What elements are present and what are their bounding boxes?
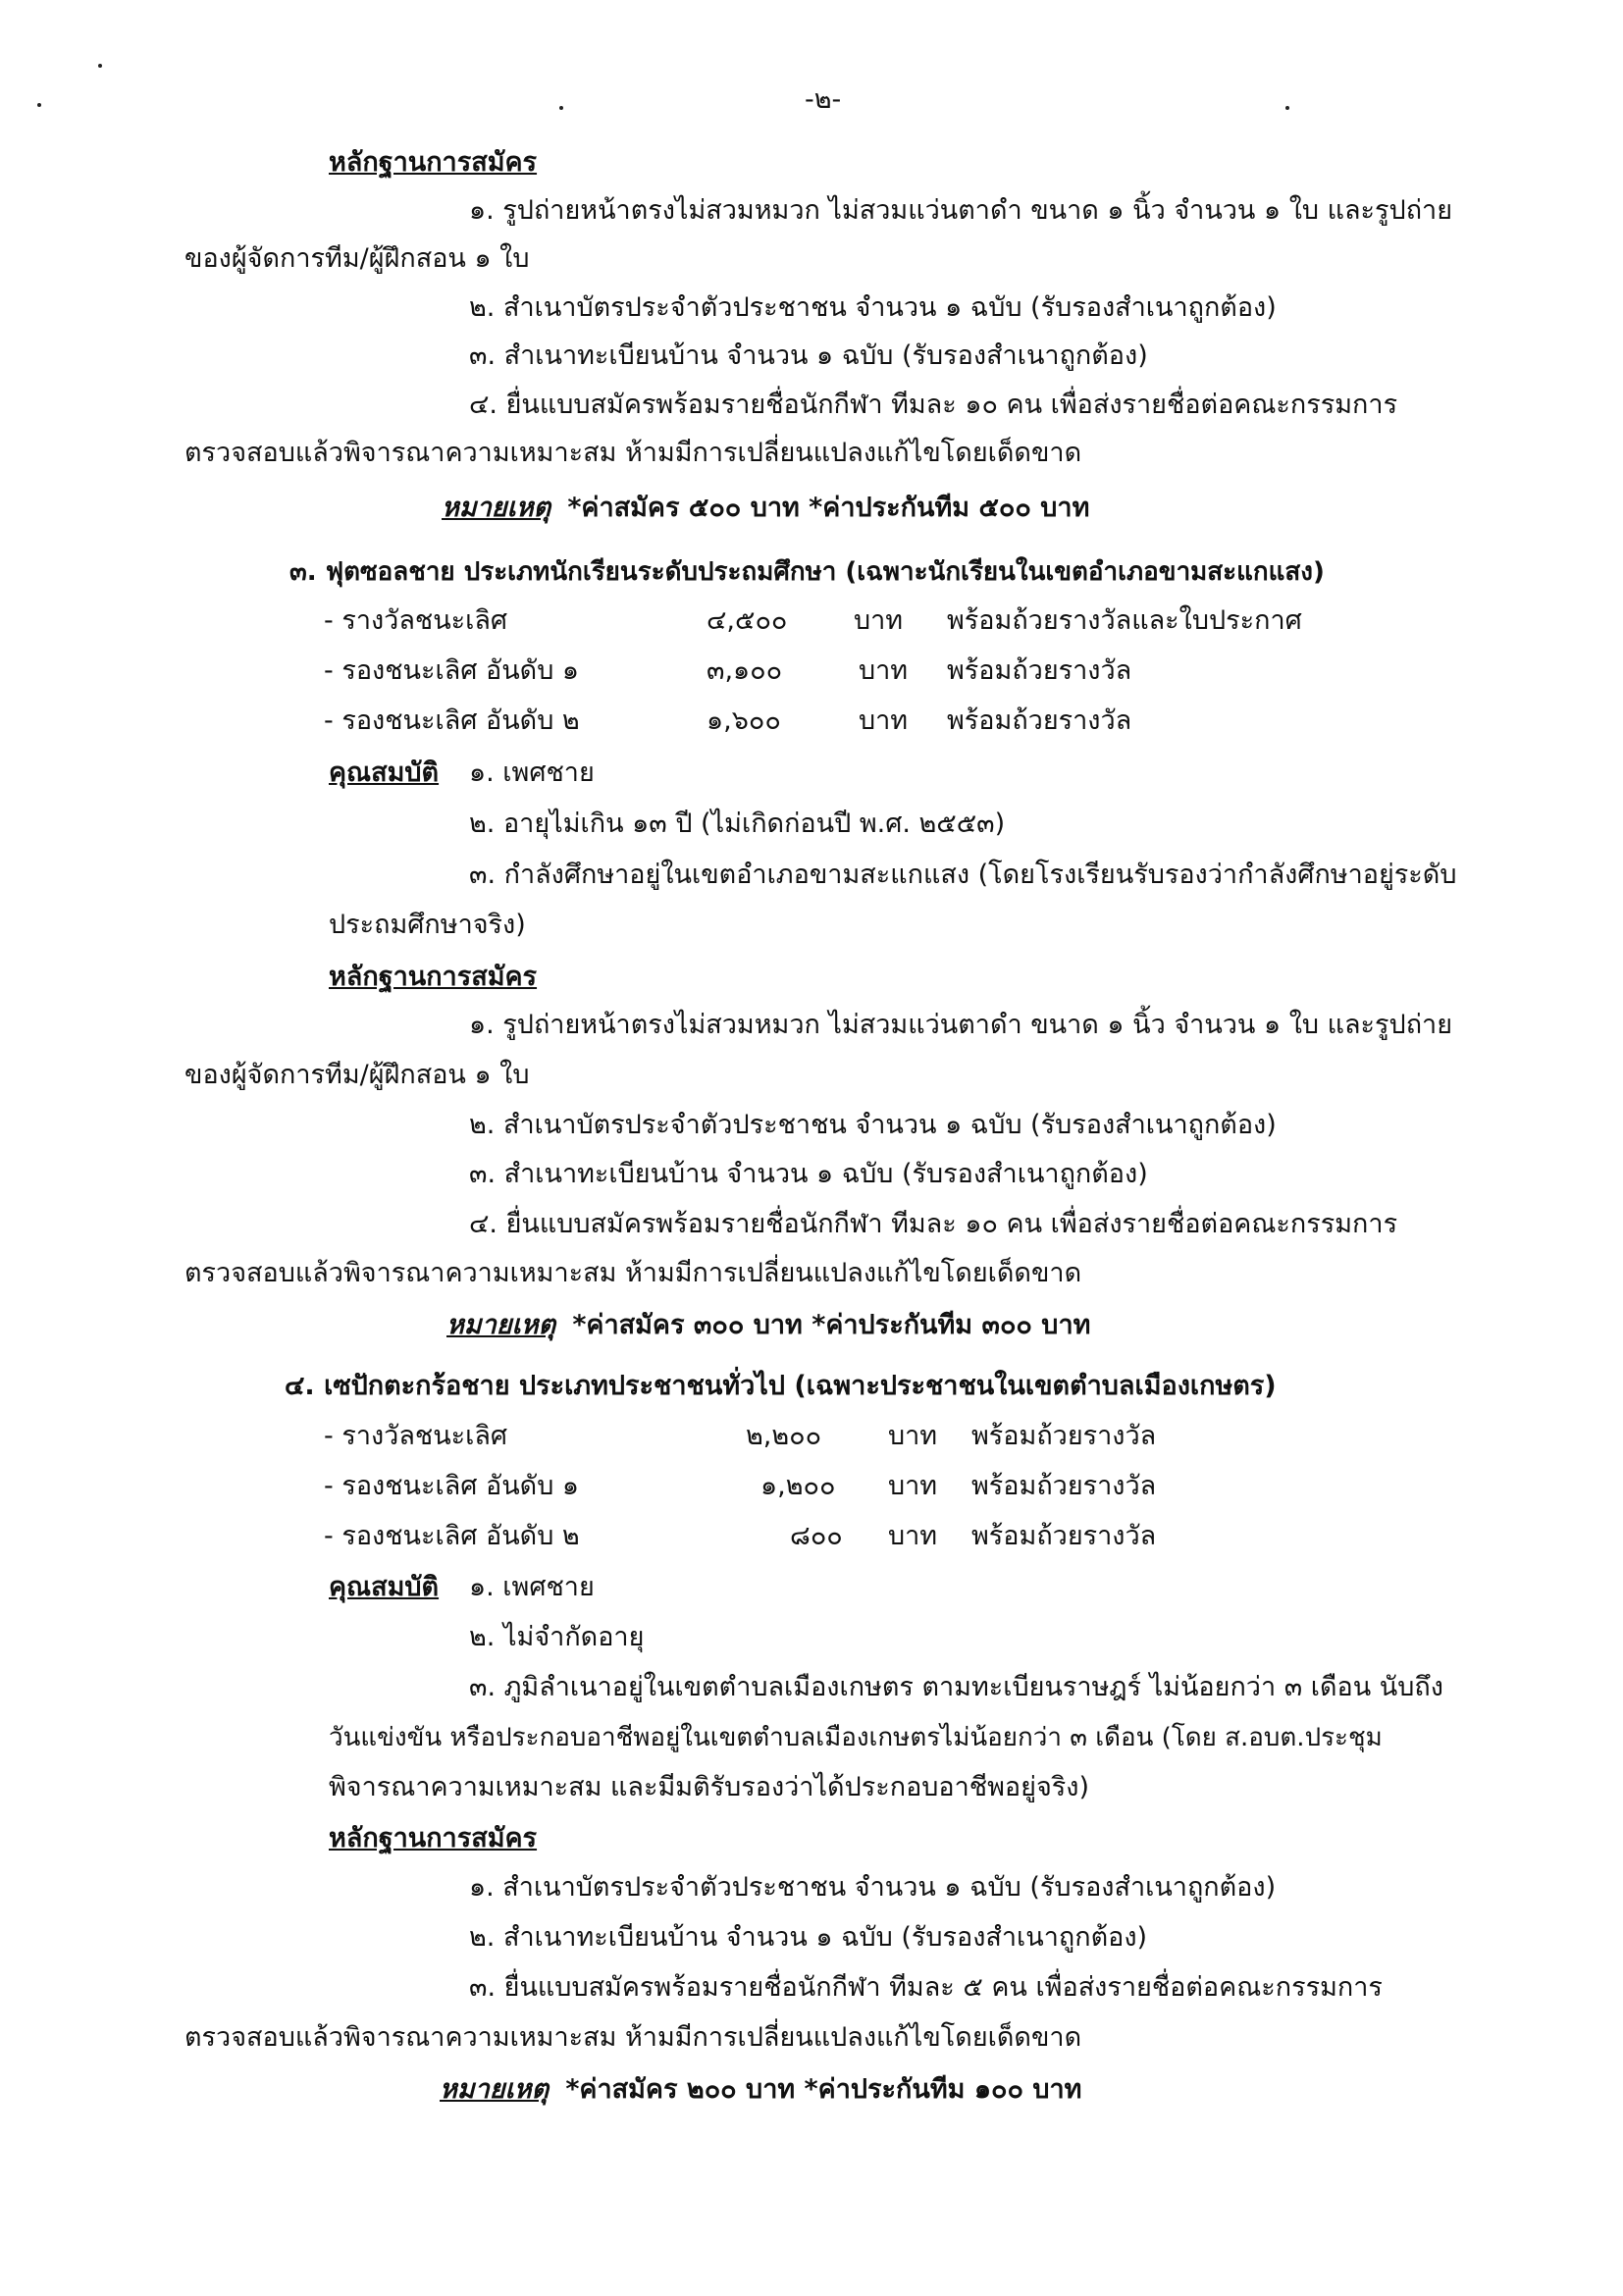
prize-unit: บาท: [888, 1421, 938, 1451]
qualification-item-continued: ประถมศึกษาจริง): [329, 910, 526, 940]
prize-amount: ๔,๕๐๐: [707, 605, 788, 636]
section-title: ๔. เซปักตะกร้อชาย ประเภทประชาชนทั่วไป (เฉพาะประชาชนในเขตตำบลเมืองเกษตร): [285, 1371, 1277, 1401]
qualification-item: ๓. ภูมิลำเนาอยู่ในเขตตำบลเมืองเกษตร ตามทะเบียนราษฎร์ ไม่น้อยกว่า ๓ เดือน นับถึง: [469, 1672, 1443, 1702]
evidence-item: ๒. สำเนาบัตรประจำตัวประชาชน จำนวน ๑ ฉบับ (รับรองสำเนาถูกต้อง): [469, 1110, 1277, 1140]
evidence-item: ๓. สำเนาทะเบียนบ้าน จำนวน ๑ ฉบับ (รับรองสำเนาถูกต้อง): [469, 340, 1148, 371]
prize-unit: บาท: [859, 655, 909, 686]
qualification-item: ๒. อายุไม่เกิน ๑๓ ปี (ไม่เกิดก่อนปี พ.ศ. ๒๕๕๓): [469, 809, 1006, 839]
prize-unit: บาท: [859, 705, 909, 736]
note-label: หมายเหตุ: [440, 2074, 550, 2105]
prize-name: - รองชนะเลิศ อันดับ ๒: [324, 1521, 580, 1551]
prize-name: - รองชนะเลิศ อันดับ ๑: [324, 655, 580, 686]
scan-speck: [37, 103, 41, 107]
qualification-item: ๒. ไม่จำกัดอายุ: [469, 1622, 645, 1652]
prize-desc: พร้อมถ้วยรางวัล: [971, 1421, 1157, 1451]
evidence-item-continued: ของผู้จัดการทีม/ผู้ฝึกสอน ๑ ใบ: [184, 243, 530, 274]
evidence-item: ๑. รูปถ่ายหน้าตรงไม่สวมหมวก ไม่สวมแว่นตาดำ ขนาด ๑ นิ้ว จำนวน ๑ ใบ และรูปถ่าย: [469, 1010, 1453, 1040]
prize-amount: ๑,๖๐๐: [707, 705, 781, 736]
fee-note: [440, 2072, 1081, 2108]
evidence-item: ๓. ยื่นแบบสมัครพร้อมรายชื่อนักกีฬา ทีมละ ๕ คน เพื่อส่งรายชื่อต่อคณะกรรมการ: [469, 1972, 1383, 2003]
qualification-item: ๑. เพศชาย: [469, 757, 595, 788]
prize-desc: พร้อมถ้วยรางวัล: [947, 705, 1132, 736]
prize-unit: บาท: [888, 1471, 938, 1501]
note-label: หมายเหตุ: [446, 1310, 556, 1340]
evidence-item-continued: ของผู้จัดการทีม/ผู้ฝึกสอน ๑ ใบ: [184, 1060, 530, 1090]
prize-desc: พร้อมถ้วยรางวัล: [971, 1471, 1157, 1501]
prize-amount: ๒,๒๐๐: [746, 1421, 822, 1451]
evidence-item-continued: ตรวจสอบแล้วพิจารณาความเหมาะสม ห้ามมีการเปลี่ยนแปลงแก้ไขโดยเด็ดขาด: [184, 1258, 1082, 1288]
qualification-heading: คุณสมบัติ: [329, 757, 440, 788]
evidence-item: ๓. สำเนาทะเบียนบ้าน จำนวน ๑ ฉบับ (รับรองสำเนาถูกต้อง): [469, 1159, 1148, 1189]
prize-amount: ๓,๑๐๐: [707, 655, 783, 686]
evidence-heading: หลักฐานการสมัคร: [329, 1823, 538, 1853]
evidence-item: ๔. ยื่นแบบสมัครพร้อมรายชื่อนักกีฬา ทีมละ ๑๐ คน เพื่อส่งรายชื่อต่อคณะกรรมการ: [469, 1209, 1398, 1239]
prize-name: - รางวัลชนะเลิศ: [324, 605, 508, 636]
prize-desc: พร้อมถ้วยรางวัลและใบประกาศ: [947, 605, 1302, 636]
evidence-item-continued: ตรวจสอบแล้วพิจารณาความเหมาะสม ห้ามมีการเปลี่ยนแปลงแก้ไขโดยเด็ดขาด: [184, 438, 1082, 468]
scan-speck: [559, 106, 563, 110]
qualification-item-continued: วันแข่งขัน หรือประกอบอาชีพอยู่ในเขตตำบลเมืองเกษตรไม่น้อยกว่า ๓ เดือน (โดย ส.อบต.ประชุม: [329, 1723, 1383, 1752]
scan-speck: [98, 64, 102, 68]
evidence-item: ๒. สำเนาบัตรประจำตัวประชาชน จำนวน ๑ ฉบับ (รับรองสำเนาถูกต้อง): [469, 292, 1277, 323]
section-title: ๓. ฟุตซอลชาย ประเภทนักเรียนระดับประถมศึกษา (เฉพาะนักเรียนในเขตอำเภอขามสะแกแสง): [289, 557, 1325, 587]
scan-speck: [1285, 106, 1289, 110]
qualification-item: ๑. เพศชาย: [469, 1572, 595, 1602]
evidence-item-continued: ตรวจสอบแล้วพิจารณาความเหมาะสม ห้ามมีการเปลี่ยนแปลงแก้ไขโดยเด็ดขาด: [184, 2022, 1082, 2053]
evidence-item: ๔. ยื่นแบบสมัครพร้อมรายชื่อนักกีฬา ทีมละ ๑๐ คน เพื่อส่งรายชื่อต่อคณะกรรมการ: [469, 390, 1398, 420]
evidence-item: ๑. รูปถ่ายหน้าตรงไม่สวมหมวก ไม่สวมแว่นตาดำ ขนาด ๑ นิ้ว จำนวน ๑ ใบ และรูปถ่าย: [469, 195, 1453, 226]
prize-unit: บาท: [854, 605, 904, 636]
prize-name: - รองชนะเลิศ อันดับ ๒: [324, 705, 580, 736]
prize-desc: พร้อมถ้วยรางวัล: [947, 655, 1132, 686]
prize-desc: พร้อมถ้วยรางวัล: [971, 1521, 1157, 1551]
fee-note: [442, 491, 1089, 526]
qualification-item-continued: พิจารณาความเหมาะสม และมีมติรับรองว่าได้ประกอบอาชีพอยู่จริง): [329, 1772, 1089, 1802]
qualification-item: ๓. กำลังศึกษาอยู่ในเขตอำเภอขามสะแกแสง (โดยโรงเรียนรับรองว่ากำลังศึกษาอยู่ระดับ: [469, 860, 1457, 890]
qualification-heading: คุณสมบัติ: [329, 1572, 440, 1602]
evidence-item: ๒. สำเนาทะเบียนบ้าน จำนวน ๑ ฉบับ (รับรองสำเนาถูกต้อง): [469, 1922, 1148, 1953]
fee-note: [446, 1308, 1090, 1343]
note-text: *ค่าสมัคร ๒๐๐ บาท *ค่าประกันทีม ๑๐๐ บาท: [565, 2074, 1082, 2105]
page-number: -๒-: [805, 84, 842, 115]
prize-amount: ๘๐๐: [790, 1521, 843, 1551]
prize-name: - รางวัลชนะเลิศ: [324, 1421, 508, 1451]
note-text: *ค่าสมัคร ๕๐๐ บาท *ค่าประกันทีม ๕๐๐ บาท: [567, 493, 1090, 523]
note-label: หมายเหตุ: [442, 493, 551, 523]
prize-unit: บาท: [888, 1521, 938, 1551]
prize-amount: ๑,๒๐๐: [760, 1471, 836, 1501]
note-text: *ค่าสมัคร ๓๐๐ บาท *ค่าประกันทีม ๓๐๐ บาท: [572, 1310, 1091, 1340]
prize-name: - รองชนะเลิศ อันดับ ๑: [324, 1471, 580, 1501]
evidence-heading: หลักฐานการสมัคร: [329, 962, 538, 992]
evidence-heading: หลักฐานการสมัคร: [329, 147, 538, 178]
evidence-item: ๑. สำเนาบัตรประจำตัวประชาชน จำนวน ๑ ฉบับ (รับรองสำเนาถูกต้อง): [469, 1872, 1277, 1903]
